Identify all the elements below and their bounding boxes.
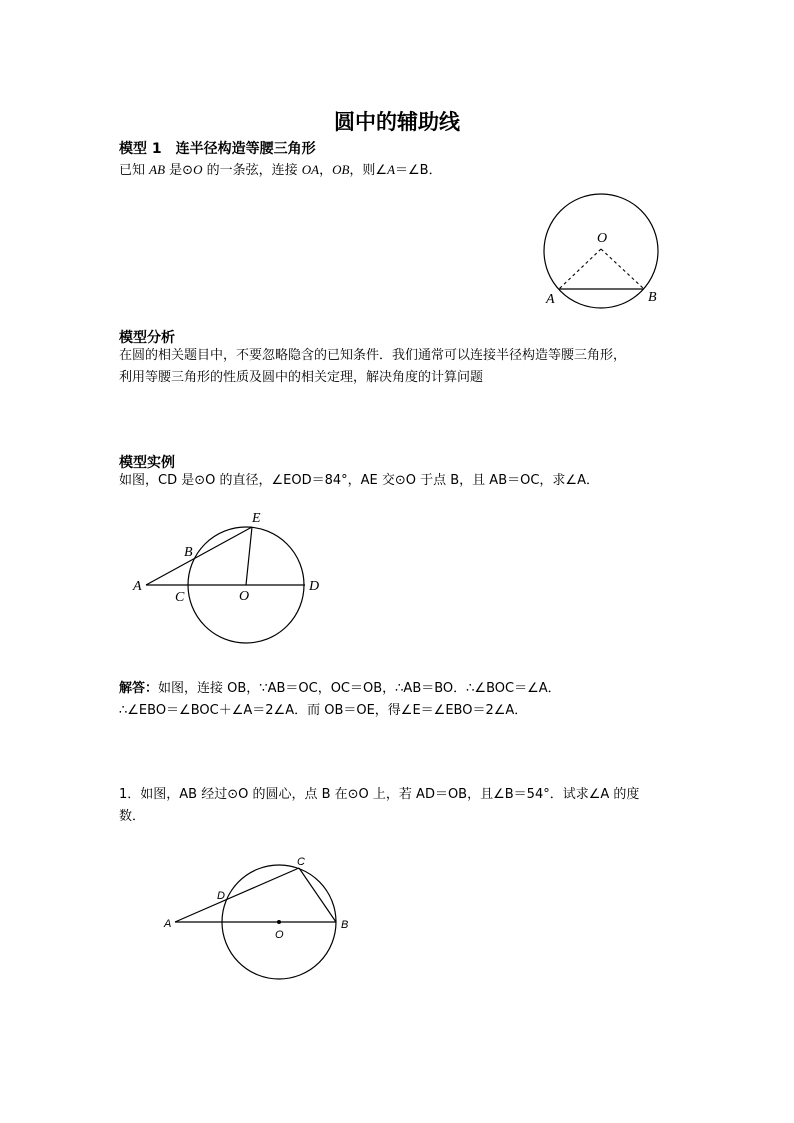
exercise1-line1: 1．如图，AB 经过⊙O 的圆心，点 B 在⊙O 上，若 AD＝OB，且∠B＝54°．试求∠A 的度 bbox=[119, 787, 640, 802]
solution-label: 解答： bbox=[119, 681, 159, 696]
segment-ob: OB bbox=[332, 162, 350, 177]
analysis-heading: 模型分析 bbox=[119, 330, 175, 346]
solution-line1-text: 如图，连接 OB，∵AB＝OC，OC＝OB，∴AB＝BO．∴∠BOC＝∠A． bbox=[158, 681, 561, 696]
radius-ob bbox=[601, 249, 644, 289]
figure-example bbox=[120, 505, 340, 650]
label-e: E bbox=[252, 511, 261, 526]
statement-prefix: 已知 bbox=[119, 163, 150, 178]
line-cb bbox=[299, 868, 336, 922]
figure-exercise1 bbox=[155, 850, 365, 990]
circle-o bbox=[544, 194, 658, 308]
circle-o: O bbox=[193, 162, 203, 177]
analysis-line2: 利用等腰三角形的性质及圆中的相关定理，解决角度的计算问题 bbox=[119, 370, 484, 385]
label-a: A bbox=[546, 292, 555, 307]
label-o: O bbox=[239, 589, 250, 604]
solution-line1 bbox=[119, 678, 561, 700]
center-point bbox=[277, 920, 281, 924]
comma: ， bbox=[319, 163, 333, 178]
label-b: B bbox=[184, 545, 193, 560]
statement-mid1: 是⊙ bbox=[165, 163, 194, 178]
figure-model1 bbox=[530, 185, 680, 320]
model1-heading: 模型 1 连半径构造等腰三角形 bbox=[119, 141, 316, 157]
label-b: B bbox=[341, 919, 349, 931]
label-o: O bbox=[275, 929, 284, 941]
statement-mid3: ，则∠ bbox=[349, 163, 388, 178]
model1-statement bbox=[119, 159, 442, 182]
label-a: A bbox=[133, 579, 142, 594]
angle-a: A bbox=[387, 162, 396, 177]
label-d: D bbox=[217, 890, 225, 902]
solution-line2: ∴∠EBO＝∠BOC＋∠A＝2∠A．而 OB＝OE，得∠E＝∠EBO＝2∠A． bbox=[119, 703, 528, 718]
label-d: D bbox=[309, 579, 320, 594]
statement-mid2: 的一条弦，连接 bbox=[202, 163, 302, 178]
page-title: 圆中的辅助线 bbox=[334, 110, 460, 134]
example-heading: 模型实例 bbox=[119, 455, 175, 471]
exercise1-line2: 数． bbox=[119, 809, 146, 824]
radius-oa bbox=[559, 249, 601, 289]
label-c: C bbox=[297, 856, 305, 868]
label-a: A bbox=[164, 918, 172, 930]
radius-oe bbox=[246, 527, 252, 585]
line-ae bbox=[146, 527, 252, 585]
statement-end: ＝∠B． bbox=[395, 163, 442, 178]
chord-ab: AB bbox=[149, 162, 166, 177]
segment-oa: OA bbox=[301, 162, 320, 177]
label-o: O bbox=[597, 231, 608, 246]
label-c: C bbox=[175, 590, 185, 605]
line-ac bbox=[175, 868, 299, 922]
label-b: B bbox=[648, 290, 657, 305]
example-text: 如图，CD 是⊙O 的直径，∠EOD＝84°，AE 交⊙O 于点 B，且 AB＝OC，求∠A． bbox=[119, 473, 599, 488]
analysis-line1: 在圆的相关题目中，不要忽略隐含的已知条件．我们通常可以连接半径构造等腰三角形， bbox=[119, 348, 627, 363]
